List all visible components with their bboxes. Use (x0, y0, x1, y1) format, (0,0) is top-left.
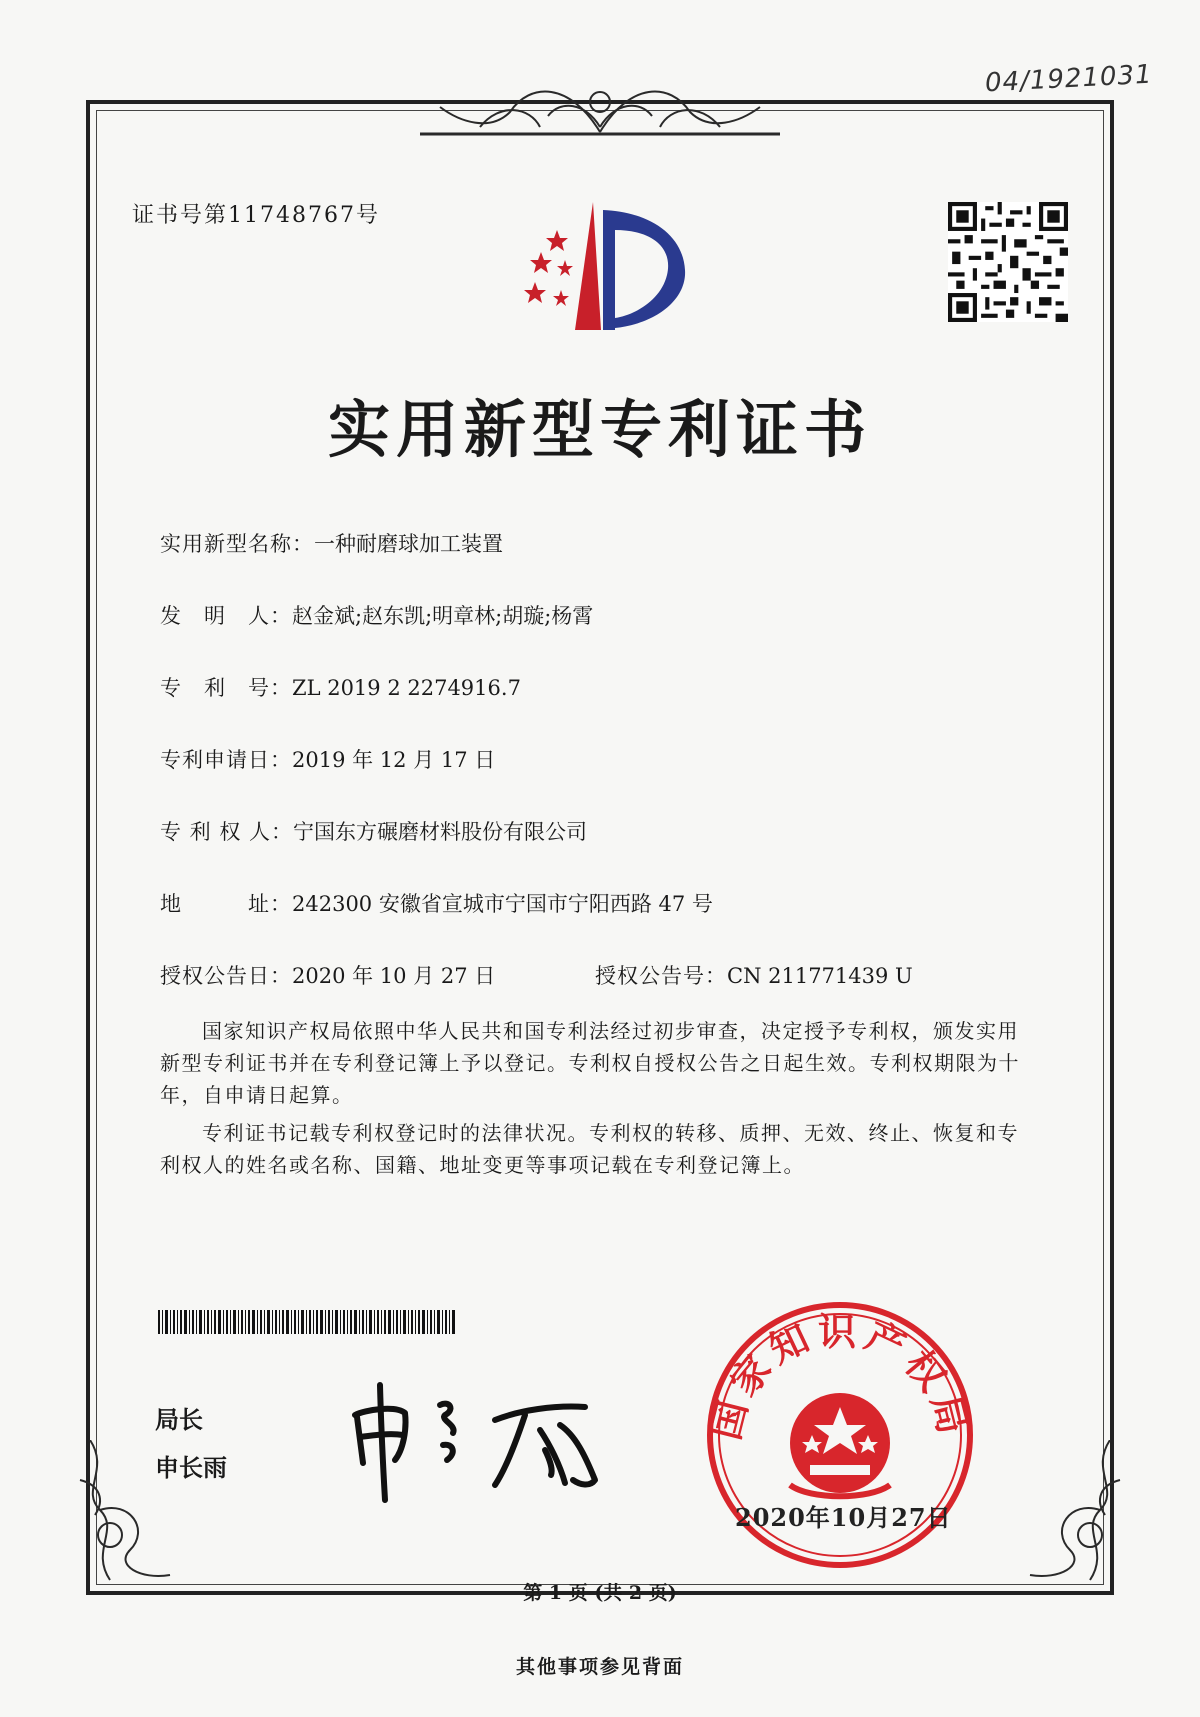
field-label: 实用新型名称： (160, 532, 314, 556)
seal-text: 国家知识产权局 (702, 1308, 978, 1445)
top-ornament (420, 72, 780, 142)
field-patentee (160, 816, 587, 846)
field-label: 专利申请日： (160, 748, 292, 772)
field-value: 2019 年 12 月 17 日 (292, 748, 496, 772)
field-address (160, 888, 713, 918)
signatory-name: 申长雨 (155, 1454, 227, 1482)
footer-note: 其他事项参见背面 (515, 1656, 684, 1678)
page-indicator: 第 1 页 (共 2 页) (523, 1582, 677, 1604)
seal-date: 2020年10月27日 (735, 1503, 952, 1532)
official-seal-icon (700, 1295, 980, 1575)
field-value: 242300 安徽省宣城市宁国市宁阳西路 47 号 (292, 892, 713, 916)
field-label: 授权公告日： (160, 964, 292, 988)
field-value: ZL 2019 2 2274916.7 (292, 676, 521, 700)
field-patent-number (160, 672, 521, 702)
field-value: 一种耐磨球加工装置 (314, 532, 503, 556)
field-label: 专 利 权 人： (160, 820, 294, 844)
field-value: 宁国东方碾磨材料股份有限公司 (293, 820, 588, 844)
field-application-date (160, 744, 495, 774)
field-label: 授权公告号： (595, 964, 727, 988)
field-value: 2020 年 10 月 27 日 (292, 964, 496, 988)
field-inventors (160, 600, 593, 630)
statement-paragraph-1: 国家知识产权局依照中华人民共和国专利法经过初步审查，决定授予专利权，颁发实用新型专利证书并在专利登记簿上予以登记。专利权自授权公告之日起生效。专利权期限为十年，自申请日起算。 (160, 1019, 1020, 1107)
handwritten-reference: 04/1921031 (984, 59, 1154, 99)
signatory-title: 局长 (155, 1406, 203, 1434)
certificate-title: 实用新型专利证书 (327, 393, 872, 466)
field-label: 发 明 人： (160, 604, 292, 628)
cnipa-logo-icon (505, 190, 695, 340)
field-value: CN 211771439 U (727, 964, 913, 988)
qr-code-icon (948, 202, 1068, 322)
barcode-icon (158, 1310, 456, 1334)
bottom-right-ornament (1020, 1440, 1130, 1590)
signature-icon (345, 1375, 605, 1505)
field-label: 地 址： (160, 892, 292, 916)
certificate-number: 证书号第11748767号 (132, 203, 380, 228)
field-grant-number (595, 960, 913, 990)
statement-paragraph-2: 专利证书记载专利权登记时的法律状况。专利权的转移、质押、无效、终止、恢复和专利权人的姓名或名称、国籍、地址变更等事项记载在专利登记簿上。 (160, 1121, 1019, 1177)
field-grant-date (160, 960, 495, 990)
field-value: 赵金斌;赵东凯;明章林;胡璇;杨霄 (292, 604, 594, 628)
field-label: 专 利 号： (160, 676, 292, 700)
field-utility-model-name (160, 528, 503, 558)
